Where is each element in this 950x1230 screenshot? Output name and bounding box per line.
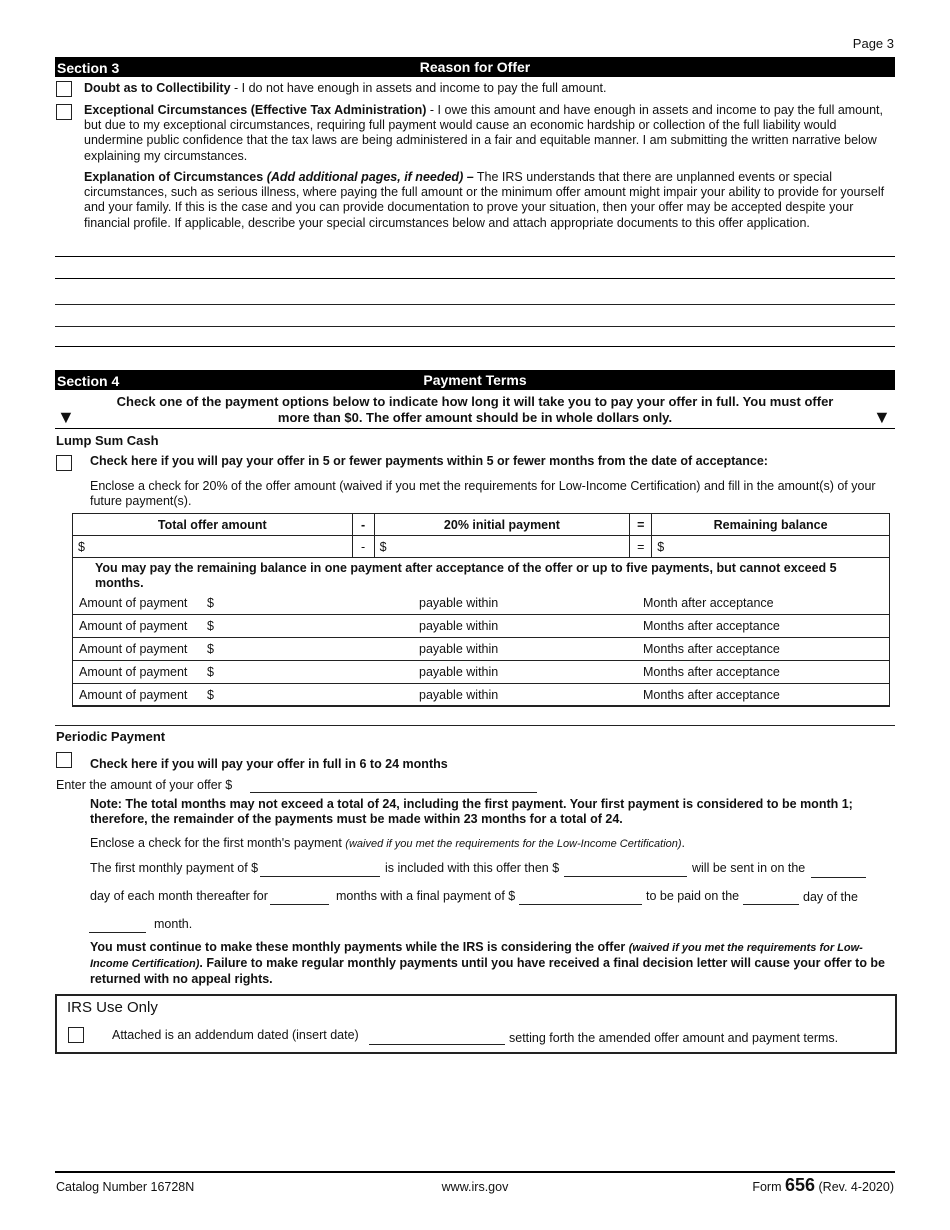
minus-sign: - [352, 514, 374, 536]
form-number: 656 [784, 1175, 816, 1195]
narrative-line-1[interactable] [55, 256, 895, 257]
payment-amount-field[interactable]: $ [207, 688, 214, 702]
narrative-line-3[interactable] [55, 304, 895, 305]
payment-row: Amount of payment $ payable within Months after acceptance [73, 661, 889, 684]
final-month-field[interactable] [89, 932, 146, 933]
col-initial-payment: 20% initial payment [374, 514, 630, 536]
payment-months-field[interactable]: Months after acceptance [643, 642, 780, 656]
equals-sign: = [630, 514, 652, 536]
payment-row: Amount of payment $ payable within Month after acceptance [73, 592, 889, 615]
col-total-offer: Total offer amount [73, 514, 353, 536]
equals-sign: = [630, 536, 652, 558]
final-payment-field[interactable] [519, 904, 642, 905]
narrative-line-4[interactable] [55, 326, 895, 327]
section4-divider [55, 428, 895, 429]
first-payment-field[interactable] [260, 876, 380, 877]
periodic-check-text: Check here if you will pay your offer in full in 6 to 24 months [90, 757, 448, 771]
addendum-date-field[interactable] [369, 1044, 505, 1045]
lump-sum-table-note: You may pay the remaining balance in one payment after acceptance of the offer or up to five payments, but cannot exceed 5 months. [73, 558, 890, 595]
irs-use-only-box: IRS Use Only Attached is an addendum dated (insert date) setting forth the amended offer amount and payment terms. [55, 994, 897, 1054]
remaining-balance-field[interactable]: $ [652, 536, 890, 558]
catalog-number: Catalog Number 16728N [56, 1180, 195, 1194]
section3-title: Reason for Offer [419, 59, 531, 75]
narrative-line-5[interactable] [55, 346, 895, 347]
payment-months-field[interactable]: Months after acceptance [643, 688, 780, 702]
payment-row: Amount of payment $ payable within Months after acceptance [79, 688, 780, 702]
narrative-line-2[interactable] [55, 278, 895, 279]
total-offer-field[interactable]: $ [73, 536, 353, 558]
payment-months-field[interactable]: Months after acceptance [643, 619, 780, 633]
doubt-text: Doubt as to Collectibility - I do not have enough in assets and income to pay the full amount. [84, 81, 607, 95]
irs-use-only-title: IRS Use Only [67, 999, 158, 1016]
payment-amount-field[interactable]: $ [207, 619, 214, 633]
lump-sum-table [72, 513, 890, 594]
periodic-checkbox[interactable] [56, 752, 72, 768]
lump-sum-heading: Lump Sum Cash [56, 433, 159, 448]
col-remaining-balance: Remaining balance [652, 514, 890, 536]
section4-label: Section 4 [57, 373, 120, 389]
addendum-checkbox[interactable] [68, 1027, 84, 1043]
payment-amount-field[interactable]: $ [207, 642, 214, 656]
payment-amount-field[interactable]: $ [207, 596, 214, 610]
offer-amount-field[interactable] [250, 792, 537, 793]
periodic-enclose-text: Enclose a check for the first month's payment (waived if you met the requirements for the Low-Income Certification). [90, 836, 686, 850]
page-number: Page 3 [852, 36, 894, 51]
lump-sum-enclose-text: Enclose a check for 20% of the offer amount (waived if you met the requirements for Low-Income Certification) and fill in the amount(s) of your future payment(s). [90, 479, 876, 509]
doubt-checkbox[interactable] [56, 81, 72, 97]
months-count-field[interactable] [270, 904, 329, 905]
periodic-divider [55, 725, 895, 726]
explanation-text: Explanation of Circumstances (Add additional pages, if needed) – The IRS understands that there are unplanned events or special circumstances, such as serious illness, where paying the full amount or the minimum offer amount might impair your ability to provide for yourself and your family. If this is the case and you can provide documentation to prove your situation, then your offer may be accepted despite your financial profile. If applicable, describe your special circumstances below and attach appropriate documents to this offer application. [84, 170, 885, 230]
offer-amount-label: Enter the amount of your offer $ [56, 778, 233, 792]
exceptional-text: Exceptional Circumstances (Effective Tax Administration) - I owe this amount and have enough in assets and income to pay the full amount, but due to my exceptional circumstances, requiring full payment would cause an economic hardship or collection of the full liability would undermine public confidence that the tax laws are being administered in a fair and equitable manner. I am submitting the written narrative below explaining my circumstances. [84, 103, 883, 163]
periodic-heading: Periodic Payment [56, 729, 166, 744]
initial-payment-field[interactable]: $ [374, 536, 630, 558]
section4-title: Payment Terms [423, 372, 527, 388]
payment-day-field[interactable] [811, 877, 866, 878]
arrow-down-icon: ▼ [873, 407, 891, 427]
periodic-note: Note: The total months may not exceed a total of 24, including the first payment. Your first payment is considered to be month 1; therefore, the remainder of the payments must be made within 23 months for a total of 24. [90, 797, 853, 827]
form-id: Form 656 (Rev. 4-2020) [752, 1175, 894, 1195]
irs-website: www.irs.gov [441, 1180, 509, 1194]
section3-header [55, 57, 895, 77]
final-day-field[interactable] [743, 904, 799, 905]
footer-rule [55, 1171, 895, 1173]
exceptional-title: Exceptional Circumstances (Effective Tax Administration) [84, 103, 427, 117]
exceptional-checkbox[interactable] [56, 104, 72, 120]
section4-instruction: Check one of the payment options below to indicate how long it will take you to pay your offer in full. You must offer more than $0. The offer amount should be in whole dollars only. [116, 394, 834, 425]
arrow-down-icon: ▼ [57, 407, 75, 427]
payment-row: Amount of payment $ payable within Months after acceptance [73, 638, 889, 661]
payment-amount-field[interactable]: $ [207, 665, 214, 679]
monthly-payment-field[interactable] [564, 876, 687, 877]
payment-months-field[interactable]: Months after acceptance [643, 665, 780, 679]
lump-sum-checkbox[interactable] [56, 455, 72, 471]
payment-row: Amount of payment $ payable within Months after acceptance [73, 615, 889, 638]
minus-sign: - [352, 536, 374, 558]
doubt-title: Doubt as to Collectibility [84, 81, 231, 95]
payment-months-field[interactable]: Month after acceptance [643, 596, 774, 610]
payment-rows [72, 592, 890, 707]
section4-header [55, 370, 895, 390]
periodic-continue-text: You must continue to make these monthly payments while the IRS is considering the offer (waived if you met the requirements for Low-Income Certification). Failure to make regular monthly payments until you have received a final decision letter will cause your offer to be returned with no appeal rights. [90, 940, 886, 987]
explanation-title: Explanation of Circumstances [84, 170, 267, 184]
lump-sum-check-text: Check here if you will pay your offer in 5 or fewer payments within 5 or fewer months from the date of acceptance: [90, 454, 768, 468]
section3-label: Section 3 [57, 60, 120, 76]
